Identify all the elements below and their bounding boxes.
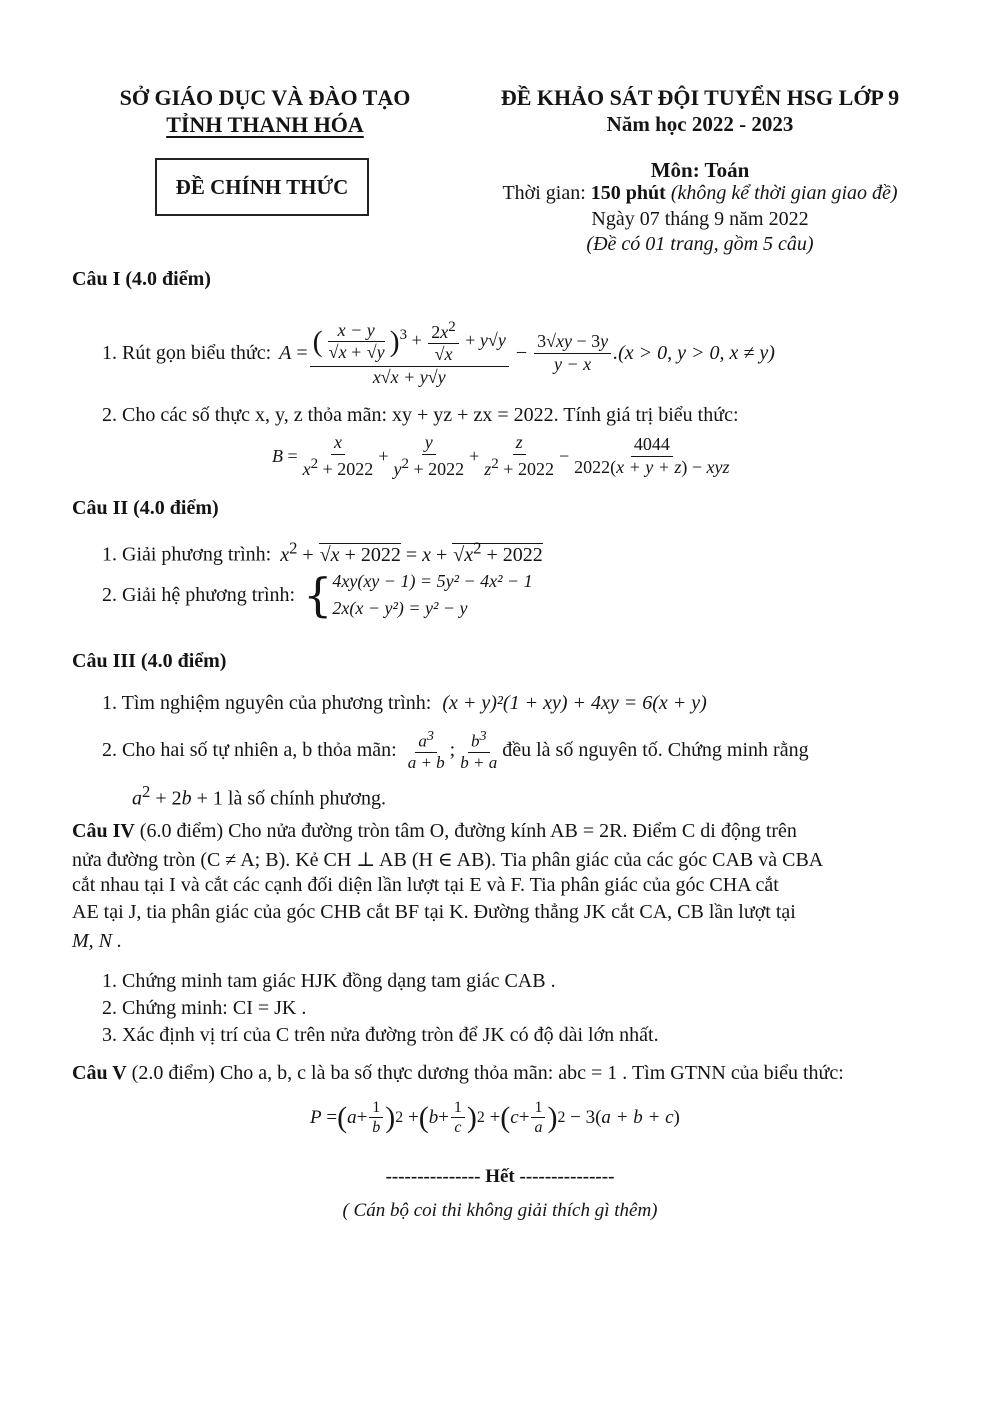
subject: Môn: Toán [650, 158, 750, 182]
pages-note: (Đề có 01 trang, gồm 5 câu) [586, 233, 814, 255]
q1-item2: 2. Cho các số thực x, y, z thỏa mãn: xy + yz + zx = 2022. Tính giá trị biểu thức: [102, 404, 739, 426]
province-name: TỈNH THANH HÓA [166, 112, 364, 137]
end-marker: --------------- Hết --------------- [385, 1166, 615, 1187]
q2-system-row2: 2x(x − y²) = y² − y [332, 598, 468, 618]
q2-title: Câu II (4.0 điểm) [72, 497, 219, 519]
q4-item2: 2. Chứng minh: CI = JK . [102, 997, 307, 1019]
q1-expression-a: ( $\frac{x - y}{√x + √y}$ )$^3$ + $\frac{2x^2}{√x}$ + y√y x√x + y√y [310, 318, 509, 389]
department-name: SỞ GIÁO DỤC VÀ ĐÀO TẠO [119, 85, 411, 110]
q1-title: Câu I (4.0 điểm) [72, 268, 211, 290]
q3-item2-line2: $a^2 + 2b + 1$ là số chính phương. [132, 782, 386, 810]
q4-line2: nửa đường tròn (C ≠ A; B). Kẻ CH ⊥ AB (H ∈ AB). Tia phân giác của các góc CAB và CBA [72, 849, 824, 871]
exam-date: Ngày 07 tháng 9 năm 2022 [591, 208, 809, 230]
q4-item3: 3. Xác định vị trí của C trên nửa đường tròn để JK có độ dài lớn nhất. [102, 1024, 659, 1046]
q2-item1: 1. Giải phương trình: $x^2 + √x + 2022 = x + √x^2 + 2022$ [102, 538, 543, 566]
q4-item1: 1. Chứng minh tam giác HJK đồng dạng tam giác CAB . [102, 970, 556, 992]
q3-item1: 1. Tìm nghiệm nguyên của phương trình: (x + y)²(1 + xy) + 4xy = 6(x + y) [102, 692, 707, 714]
official-label-box [155, 158, 369, 216]
q2-system: { 4xy(xy − 1) = 5y² − 4x² − 1 2x(x − y²) = y² − y [303, 568, 533, 622]
proctor-note: ( Cán bộ coi thi không giải thích gì thêm) [342, 1200, 658, 1221]
q1-item1-label: 1. Rút gọn biểu thức: [102, 341, 272, 364]
q2-system-row1: 4xy(xy − 1) = 5y² − 4x² − 1 [332, 571, 533, 591]
q4-line3: cắt nhau tại I và cắt các cạnh đối diện lần lượt tại E và F. Tia phân giác của góc CHA cắt [72, 874, 779, 896]
q5-expression-p: P = ( a + $\frac{1}{b}$ ) 2 + ( b + $\frac{1}{c}$ ) 2 + ( c + $\frac{1}{a}$ ) 2 − 3( a + b + c ) [310, 1099, 680, 1137]
q4-line1: Câu IV (6.0 điểm) Cho nửa đường tròn tâm O, đường kính AB = 2R. Điểm C di động trên [72, 820, 797, 842]
exam-title: ĐỀ KHẢO SÁT ĐỘI TUYỂN HSG LỚP 9 [500, 85, 900, 110]
q1-item1: 1. Rút gọn biểu thức: A = ( $\frac{x - y}{√x + √y}$ )$^3$ + $\frac{2x^2}{√x}$ + y√y x√x + y√y − $\frac{3√xy - 3y}{y - x}$ .(x > 0, y > 0, x ≠ y) [102, 318, 775, 387]
time-limit: Thời gian: 150 phút (không kể thời gian giao đề) [502, 182, 898, 204]
q1-expression-b: B = $\frac{x}{x^2 + 2022}$ + $\frac{y}{y^2 + 2022}$ + $\frac{z}{z^2 + 2022}$ − $\frac{4044}{\text{2022(x + y + z) − xyz}}$ [272, 432, 730, 479]
school-year: Năm học 2022 - 2023 [606, 112, 794, 136]
official-label: ĐỀ CHÍNH THỨC [175, 174, 349, 199]
q3-item2: 2. Cho hai số tự nhiên a, b thỏa mãn: $\frac{a^3}{a + b}$ ; $\frac{b^3}{b + a}$ đều là số nguyên tố. Chứng minh rằng [102, 728, 809, 773]
q3-title: Câu III (4.0 điểm) [72, 650, 227, 672]
q4-line4: AE tại J, tia phân giác của góc CHB cắt BF tại K. Đường thẳng JK cắt CA, CB lần lượt tại [72, 901, 796, 923]
q2-item2: 2. Giải hệ phương trình: { 4xy(xy − 1) = 5y² − 4x² − 1 2x(x − y²) = y² − y [102, 568, 533, 622]
q1-condition: .(x > 0, y > 0, x ≠ y) [613, 341, 775, 364]
q5-text: Câu V (2.0 điểm) Cho a, b, c là ba số thực dương thỏa mãn: abc = 1 . Tìm GTNN của biểu thức: [72, 1062, 844, 1084]
q4-line5: M, N . [72, 930, 122, 952]
